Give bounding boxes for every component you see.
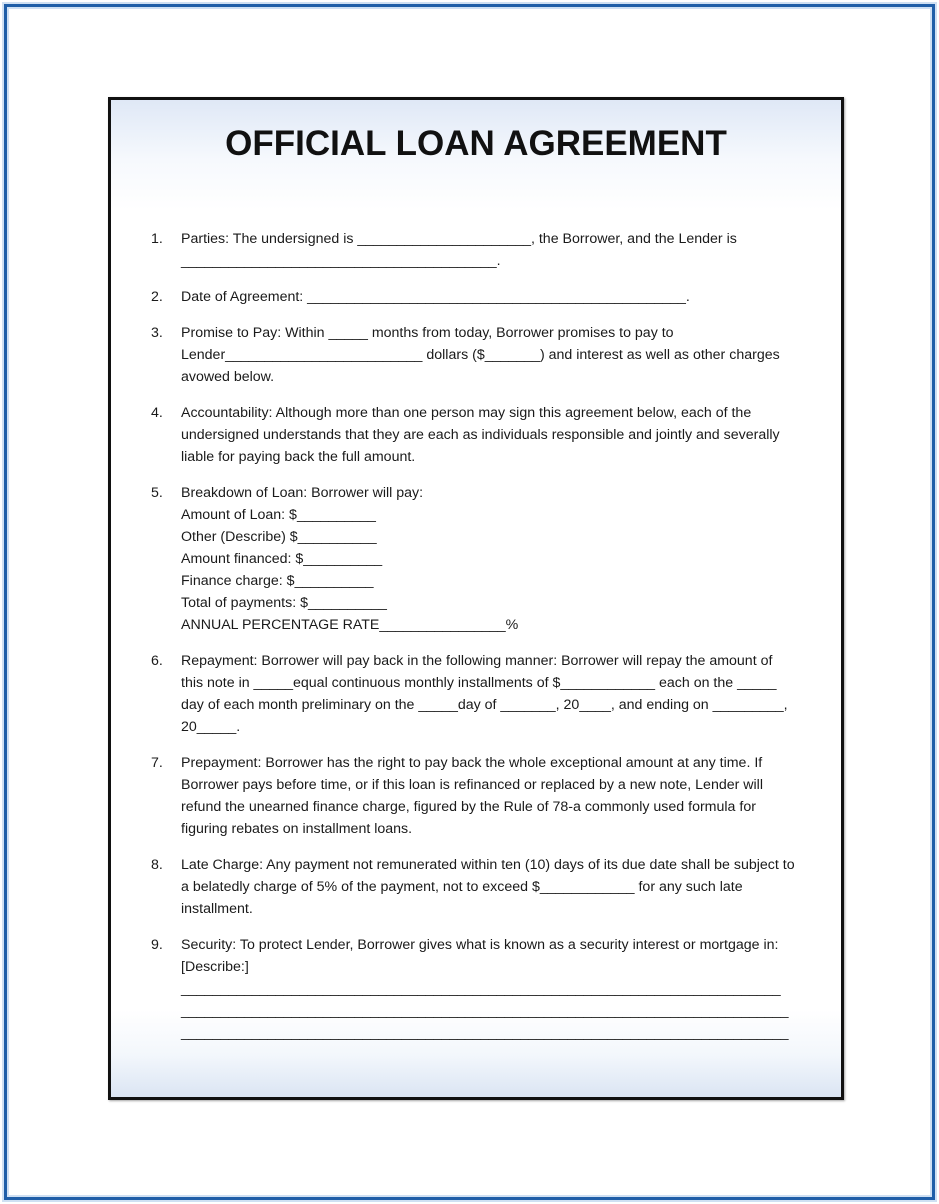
clause-line: avowed below.	[181, 369, 275, 385]
clause-line: Accountability: Although more than one person may sign this agreement below, each of the	[181, 405, 752, 421]
clause-line: Promise to Pay: Within _____ months from today, Borrower promises to pay to	[181, 325, 674, 341]
clause-line: refund the unearned finance charge, figured by the Rule of 78-a commonly used formula for	[181, 799, 756, 815]
clause-line: Total of payments: $__________	[181, 595, 387, 611]
clause-number: 9.	[151, 937, 163, 953]
clause-line: installment.	[181, 901, 253, 917]
clause-line: undersigned understands that they are each as individuals responsible and jointly and severally	[181, 427, 780, 443]
clause-line: Parties: The undersigned is ______________________, the Borrower, and the Lender is	[181, 231, 737, 247]
clause-parties	[151, 228, 831, 272]
clause-repayment	[151, 650, 831, 738]
clause-line: Lender_________________________ dollars ($_______) and interest as well as other charges	[181, 347, 780, 363]
clause-line: Amount of Loan: $__________	[181, 507, 376, 523]
agreement-clauses	[151, 228, 831, 1058]
clause-line: Prepayment: Borrower has the right to pay back the whole exceptional amount at any time. If	[181, 755, 763, 771]
clause-line: day of each month preliminary on the _____day of _______, 20____, and ending on _________,	[181, 697, 788, 713]
clause-line: Date of Agreement: ________________________________________________.	[181, 289, 690, 305]
clause-number: 7.	[151, 755, 163, 771]
document-title: OFFICIAL LOAN AGREEMENT	[225, 124, 727, 163]
clause-promise-to-pay	[151, 322, 831, 388]
clause-prepayment	[151, 752, 831, 840]
clause-line: 20_____.	[181, 719, 241, 735]
clause-line: ________________________________________.	[181, 253, 501, 269]
clause-number: 2.	[151, 289, 163, 305]
clause-number: 8.	[151, 857, 163, 873]
clause-late-charge	[151, 854, 831, 920]
clause-number: 1.	[151, 231, 163, 247]
clause-security	[151, 934, 831, 1044]
clause-line: Security: To protect Lender, Borrower gives what is known as a security interest or mortgage in:	[181, 937, 779, 953]
clause-line: Late Charge: Any payment not remunerated within ten (10) days of its due date shall be subject to	[181, 857, 795, 873]
clause-number: 5.	[151, 485, 163, 501]
clause-line: Finance charge: $__________	[181, 573, 374, 589]
clause-number: 4.	[151, 405, 163, 421]
clause-line: Amount financed: $__________	[181, 551, 383, 567]
clause-line: this note in _____equal continuous monthly installments of $____________ each on the _____	[181, 675, 777, 691]
clause-line: _____________________________________________________________________________	[181, 1025, 789, 1041]
clause-breakdown-of-loan	[151, 482, 831, 636]
clause-line: Other (Describe) $__________	[181, 529, 377, 545]
clause-line: _____________________________________________________________________________	[181, 1003, 789, 1019]
clause-line: Borrower pays before time, or if this loan is refinanced or replaced by a new note, Lender will	[181, 777, 763, 793]
clause-line: ____________________________________________________________________________	[181, 981, 781, 997]
clause-line: Repayment: Borrower will pay back in the following manner: Borrower will repay the amount of	[181, 653, 773, 669]
clause-line: ANNUAL PERCENTAGE RATE________________%	[181, 617, 519, 633]
clause-number: 3.	[151, 325, 163, 341]
clause-line: Breakdown of Loan: Borrower will pay:	[181, 485, 424, 501]
loan-agreement-document	[108, 97, 844, 1100]
clause-date-of-agreement	[151, 286, 831, 308]
clause-line: [Describe:]	[181, 959, 249, 975]
clause-line: a belatedly charge of 5% of the payment, not to exceed $____________ for any such late	[181, 879, 743, 895]
clause-accountability	[151, 402, 831, 468]
clause-number: 6.	[151, 653, 163, 669]
clause-line: liable for paying back the full amount.	[181, 449, 416, 465]
clause-line: figuring rebates on installment loans.	[181, 821, 413, 837]
